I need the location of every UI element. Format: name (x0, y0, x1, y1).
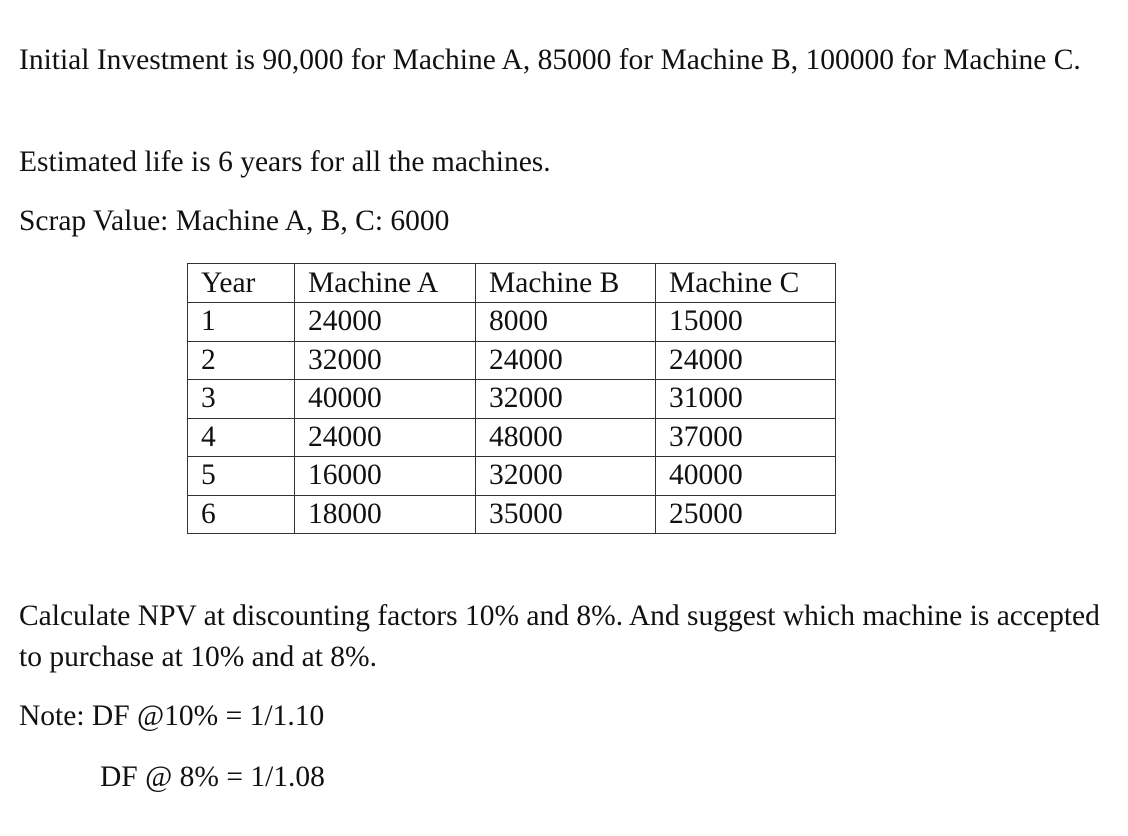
table-row (188, 303, 836, 342)
cell-machine-b: 35000 (476, 495, 656, 534)
scrap-value-text: Scrap Value: Machine A, B, C: 6000 (19, 205, 450, 237)
cell-machine-b: 8000 (476, 303, 656, 342)
table-row (188, 380, 836, 419)
calculation-instruction-text: Calculate NPV at discounting factors 10% and 8%. And suggest which machine is accepted to purchase at 10% and at 8%. (19, 600, 1100, 673)
header-machine-a: Machine A (295, 264, 476, 303)
table-row (188, 495, 836, 534)
cell-machine-a: 16000 (295, 457, 476, 496)
cell-machine-a: 40000 (295, 380, 476, 419)
table-row (188, 418, 836, 457)
cell-machine-b: 48000 (476, 418, 656, 457)
cell-machine-c: 31000 (656, 380, 836, 419)
cell-year: 4 (188, 418, 295, 457)
cell-year: 2 (188, 341, 295, 380)
note-df-10-text: Note: DF @10% = 1/1.10 (19, 700, 325, 732)
cell-machine-c: 37000 (656, 418, 836, 457)
cell-machine-b: 32000 (476, 380, 656, 419)
note-df-8-text: DF @ 8% = 1/1.08 (100, 761, 325, 793)
cell-machine-c: 24000 (656, 341, 836, 380)
cell-year: 1 (188, 303, 295, 342)
cell-machine-c: 40000 (656, 457, 836, 496)
cell-year: 6 (188, 495, 295, 534)
cell-machine-a: 32000 (295, 341, 476, 380)
cell-machine-a: 24000 (295, 418, 476, 457)
header-year: Year (188, 264, 295, 303)
cash-flow-table (187, 263, 836, 534)
cell-year: 3 (188, 380, 295, 419)
cell-machine-a: 24000 (295, 303, 476, 342)
table-header-row (188, 264, 836, 303)
estimated-life-text: Estimated life is 6 years for all the machines. (19, 146, 551, 178)
header-machine-b: Machine B (476, 264, 656, 303)
cell-machine-c: 15000 (656, 303, 836, 342)
cell-machine-c: 25000 (656, 495, 836, 534)
initial-investment-text: Initial Investment is 90,000 for Machine A, 85000 for Machine B, 100000 for Machine C. (19, 44, 1081, 76)
cell-machine-b: 24000 (476, 341, 656, 380)
table-row (188, 341, 836, 380)
cell-machine-a: 18000 (295, 495, 476, 534)
table-row (188, 457, 836, 496)
cell-year: 5 (188, 457, 295, 496)
cell-machine-b: 32000 (476, 457, 656, 496)
header-machine-c: Machine C (656, 264, 836, 303)
